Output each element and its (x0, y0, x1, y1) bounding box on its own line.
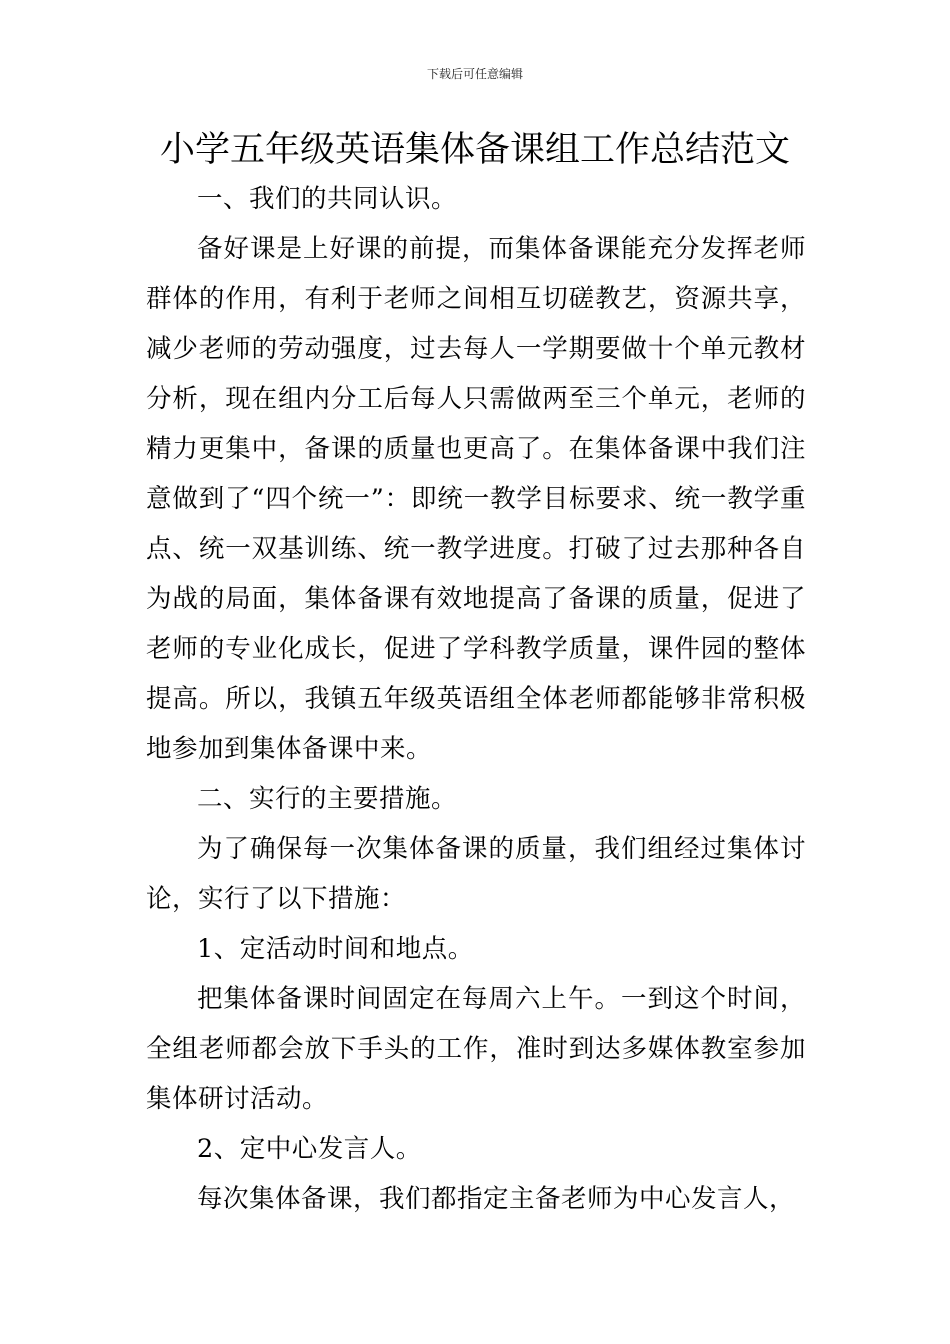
paragraph-2: 为了确保每一次集体备课的质量，我们组经过集体讨论，实行了以下措施： (146, 834, 806, 914)
document-body (146, 174, 806, 1224)
document-title: 小学五年级英语集体备课组工作总结范文 (159, 130, 790, 170)
paragraph-1: 备好课是上好课的前提，而集体备课能充分发挥老师群体的作用，有利于老师之间相互切磋教艺，资源共享，减少老师的劳动强度，过去每人一学期要做十个单元教材分析，现在组内分工后每人只需做两至三个单元，老师的精力更集中，备课的质量也更高了。在集体备课中我们注意做到了“四个统一”：即统一教学目标要求、统一教学重点、统一双基训练、统一教学进度。打破了过去那种各自为战的局面，集体备课有效地提高了备课的质量，促进了老师的专业化成长，促进了学科教学质量，课件园的整体提高。所以，我镇五年级英语组全体老师都能够非常积极地参加到集体备课中来。 (146, 234, 806, 764)
subheading-2: 2、定中心发言人。 (197, 1134, 422, 1164)
section-heading-2: 二、实行的主要措施。 (197, 784, 458, 814)
section-heading-1: 一、我们的共同认识。 (197, 184, 458, 214)
paragraph-4: 每次集体备课，我们都指定主备老师为中心发言人， (197, 1184, 796, 1214)
paragraph-3: 把集体备课时间固定在每周六上午。一到这个时间，全组老师都会放下手头的工作，准时到达多媒体教室参加集体研讨活动。 (146, 984, 806, 1114)
page-header-note: 下载后可任意编辑 (426, 67, 523, 81)
subheading-1: 1、定活动时间和地点。 (197, 934, 474, 964)
